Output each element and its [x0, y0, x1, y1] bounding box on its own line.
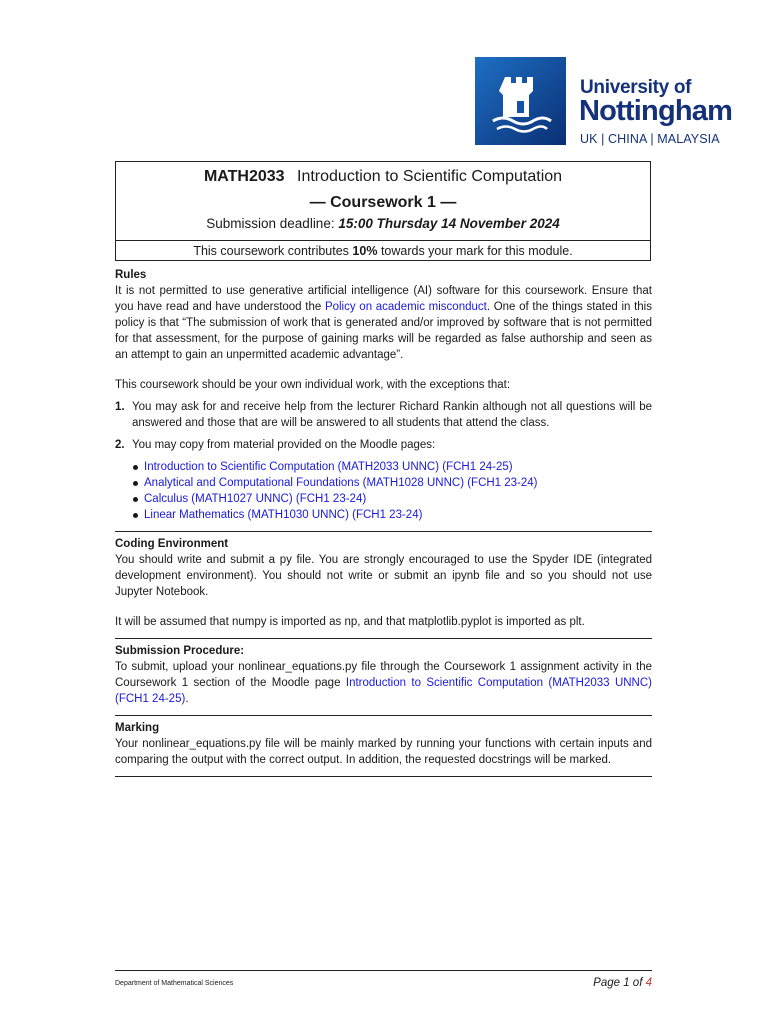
imports-paragraph: It will be assumed that numpy is imported as np, and that matplotlib.pyplot is imported as plt.	[115, 616, 585, 628]
logo-line-2: Nottingham	[579, 95, 733, 127]
moodle-link-math2033[interactable]: Introduction to Scientific Computation (MATH2033 UNNC) (FCH1 24-25)	[144, 461, 513, 473]
university-castle-badge-icon	[475, 57, 566, 145]
exception-item-1	[115, 399, 652, 431]
contribution-note	[116, 244, 650, 258]
rules-text-b: . One of the things stated in this policy is that “The submission of work that is generated and/or improved by software that is not permitted for that assessment, for the purpose of gaining marks will be regarded as false authorship and seen as an attempt to gain an unpermitted academic advantage”.	[115, 301, 652, 361]
item-text: You may copy from material provided on the Moodle pages:	[132, 439, 436, 451]
item-number: 2.	[115, 439, 125, 451]
footer-divider	[115, 970, 652, 971]
submission-paragraph	[115, 659, 652, 707]
logo-line-3: UK | CHINA | MALAYSIA	[580, 132, 720, 146]
title-divider	[116, 240, 650, 241]
coding-paragraph: You should write and submit a py file. You are strongly encouraged to use the Spyder IDE (integrated development environment). You should not write or submit an ipynb file and so you should not use Jupyter Notebook.	[115, 554, 652, 598]
deadline-value: 15:00 Thursday 14 November 2024	[338, 216, 560, 231]
submission-text-b: .	[185, 693, 189, 705]
section-divider	[115, 776, 652, 777]
list-item	[131, 507, 652, 523]
page-number	[593, 977, 652, 989]
list-item	[131, 491, 652, 507]
exceptions-intro: This coursework should be your own individual work, with the exceptions that:	[115, 379, 511, 391]
rules-paragraph	[115, 283, 652, 363]
coursework-subtitle: — Coursework 1 —	[309, 194, 457, 211]
submission-heading: Submission Procedure:	[115, 645, 245, 657]
footer-department: Department of Mathematical Sciences	[115, 980, 234, 987]
item-number: 1.	[115, 401, 125, 413]
section-divider	[115, 638, 652, 639]
page-total[interactable]: 4	[645, 977, 652, 989]
submission-deadline	[116, 216, 650, 231]
rules-heading: Rules	[115, 269, 147, 281]
moodle-links-list	[131, 459, 652, 523]
module-name: Introduction to Scientific Computation	[297, 168, 563, 185]
submission-moodle-link[interactable]: Introduction to Scientific Computation (MATH2033 UNNC) (FCH1 24-25)	[115, 677, 652, 705]
exception-item-2	[115, 437, 652, 453]
policy-link[interactable]: Policy on academic misconduct	[324, 301, 487, 313]
coding-heading: Coding Environment	[115, 538, 229, 550]
moodle-link-math1030[interactable]: Linear Mathematics (MATH1030 UNNC) (FCH1 23-24)	[144, 509, 423, 521]
university-logo	[475, 57, 733, 147]
marking-heading: Marking	[115, 722, 160, 734]
contribution-value: 10%	[352, 244, 378, 258]
deadline-label: Submission deadline:	[206, 216, 335, 231]
list-item	[131, 475, 652, 491]
item-text: You may ask for and receive help from the lecturer Richard Rankin although not all questions will be answered and those that are will be answered to all students that attend the class.	[132, 401, 652, 429]
title-box	[115, 161, 651, 261]
section-divider	[115, 715, 652, 716]
list-item	[131, 459, 652, 475]
document-body	[115, 267, 652, 781]
page-prefix: Page 1 of	[593, 977, 643, 989]
rules-text-a: It is not permitted to use generative artificial intelligence (AI) software for this coursework. Ensure that you have read and have understood the	[115, 285, 652, 313]
marking-paragraph: Your nonlinear_equations.py file will be mainly marked by running your functions with certain inputs and comparing the output with the correct output. In addition, the requested docstrings will be marked.	[115, 738, 652, 766]
logo-line-1: University of	[580, 77, 692, 98]
section-divider	[115, 531, 652, 532]
submission-text-a: To submit, upload your nonlinear_equations.py file through the Coursework 1 assignment activity in the Coursework 1 section of the Moodle page	[115, 661, 652, 689]
moodle-link-math1027[interactable]: Calculus (MATH1027 UNNC) (FCH1 23-24)	[144, 493, 367, 505]
contribution-prefix: This coursework contributes	[193, 244, 349, 258]
module-code: MATH2033	[203, 168, 285, 185]
moodle-link-math1028[interactable]: Analytical and Computational Foundations (MATH1028 UNNC) (FCH1 23-24)	[144, 477, 538, 489]
module-title	[116, 168, 650, 186]
contribution-suffix: towards your mark for this module.	[380, 244, 573, 258]
